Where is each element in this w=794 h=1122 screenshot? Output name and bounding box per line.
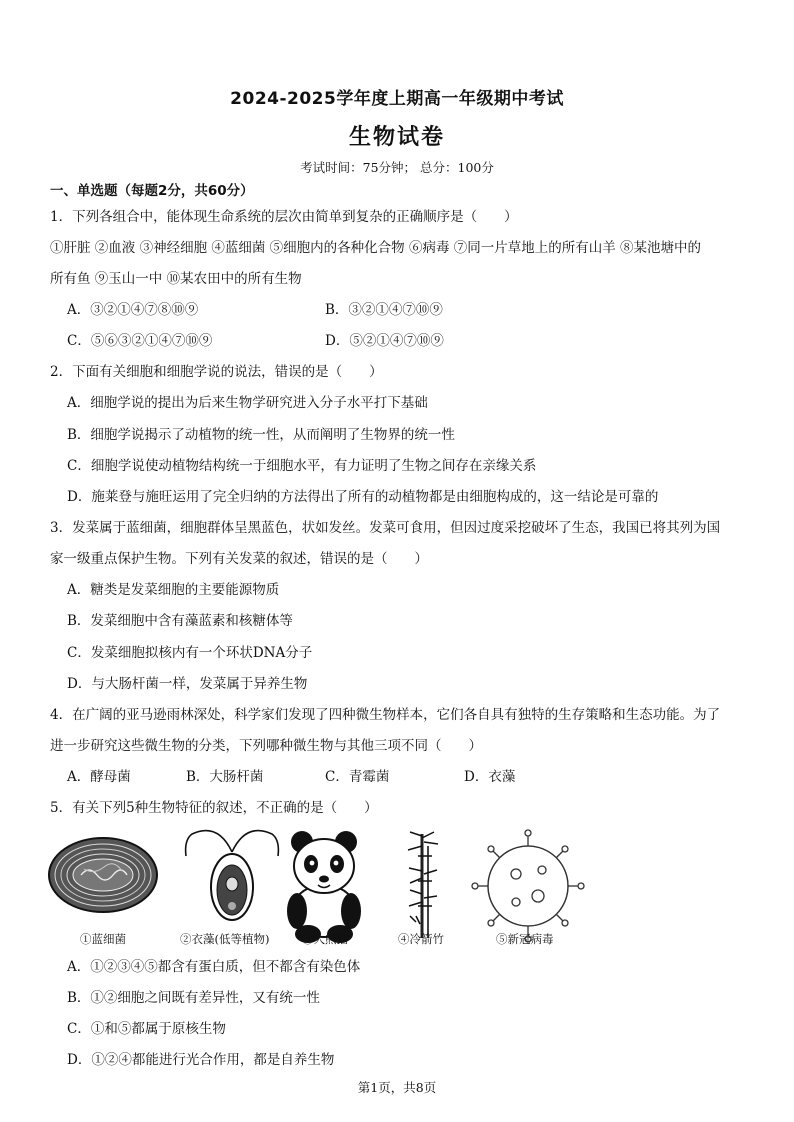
coronavirus-illustration bbox=[472, 830, 584, 942]
question-5-option-c: C．①和⑤都属于原核生物 bbox=[67, 1021, 226, 1037]
question-5-option-a: A．①②③④⑤都含有蛋白质，但不都含有染色体 bbox=[67, 959, 361, 975]
question-4-option-a: A．酵母菌 bbox=[67, 769, 131, 785]
question-3-option-a: A．糖类是发菜细胞的主要能源物质 bbox=[67, 582, 280, 598]
question-4-option-b: B．大肠杆菌 bbox=[186, 769, 264, 785]
caption-giant-panda: ③大熊猫 bbox=[302, 932, 348, 946]
question-4-option-d: D．衣藻 bbox=[464, 769, 516, 785]
question-5-stem: 5．有关下列5种生物特征的叙述，不正确的是（ ） bbox=[50, 800, 378, 816]
question-1-option-c: C．⑤⑥③②①④⑦⑩⑨ bbox=[67, 333, 213, 349]
question-1-option-d: D．⑤②①④⑦⑩⑨ bbox=[325, 333, 444, 349]
question-2-stem: 2．下面有关细胞和细胞学说的说法，错误的是（ ） bbox=[50, 364, 383, 380]
question-3-option-d: D．与大肠杆菌一样，发菜属于异养生物 bbox=[67, 676, 308, 692]
exam-title: 2024-2025学年度上期高一年级期中考试 bbox=[230, 89, 564, 109]
question-1-items-line-2: 所有鱼 ⑨玉山一中 ⑩某农田中的所有生物 bbox=[50, 271, 302, 287]
question-5-option-d: D．①②④都能进行光合作用，都是自养生物 bbox=[67, 1052, 335, 1068]
caption-coronavirus: ⑤新冠病毒 bbox=[496, 932, 554, 946]
organisms-figure bbox=[46, 826, 606, 948]
question-3-stem-line-2: 家一级重点保护生物。下列有关发菜的叙述，错误的是（ ） bbox=[50, 551, 428, 567]
section-heading: 一、单选题（每题2分，共60分） bbox=[50, 183, 254, 199]
question-2-option-d: D．施莱登与施旺运用了完全归纳的方法得出了所有的动植物都是由细胞构成的，这一结论是可靠的 bbox=[67, 489, 659, 505]
subject-title: 生物试卷 bbox=[348, 125, 445, 150]
question-1-stem: 1．下列各组合中，能体现生命系统的层次由简单到复杂的正确顺序是（ ） bbox=[50, 209, 518, 225]
question-5-option-b: B．①②细胞之间既有差异性，又有统一性 bbox=[67, 990, 320, 1006]
caption-chlamydomonas: ②衣藻(低等植物) bbox=[180, 932, 270, 946]
page-number: 第1页，共8页 bbox=[357, 1080, 437, 1095]
bamboo-illustration bbox=[408, 832, 438, 938]
cyanobacteria-illustration bbox=[49, 838, 157, 912]
question-1-option-a: A．③②①④⑦⑧⑩⑨ bbox=[67, 302, 199, 318]
chlamydomonas-illustration bbox=[186, 831, 279, 920]
question-4-stem-line-1: 4．在广阔的亚马逊雨林深处，科学家们发现了四种微生物样本，它们各自具有独特的生存策略和生态功能。为了 bbox=[50, 707, 721, 723]
question-2-option-b: B．细胞学说揭示了动植物的统一性，从而阐明了生物界的统一性 bbox=[67, 427, 455, 443]
question-3-stem-line-1: 3．发菜属于蓝细菌，细胞群体呈黑蓝色，状如发丝。发菜可食用，但因过度采挖破坏了生态，我国已将其列为国 bbox=[50, 520, 721, 536]
caption-cyanobacteria: ①蓝细菌 bbox=[80, 932, 126, 946]
question-1-items-line-1: ①肝脏 ②血液 ③神经细胞 ④蓝细菌 ⑤细胞内的各种化合物 ⑥病毒 ⑦同一片草地上的所有山羊 ⑧某池塘中的 bbox=[50, 240, 702, 256]
question-2-option-c: C．细胞学说使动植物结构统一于细胞水平，有力证明了生物之间存在亲缘关系 bbox=[67, 458, 537, 474]
question-4-stem-line-2: 进一步研究这些微生物的分类，下列哪种微生物与其他三项不同（ ） bbox=[50, 738, 482, 754]
exam-info: 考试时间：75分钟； 总分：100分 bbox=[300, 160, 494, 175]
caption-bamboo: ④冷箭竹 bbox=[398, 932, 444, 946]
question-4-option-c: C．青霉菌 bbox=[325, 769, 390, 785]
question-3-option-c: C．发菜细胞拟核内有一个环状DNA分子 bbox=[67, 645, 313, 661]
giant-panda-illustration bbox=[287, 831, 361, 943]
question-1-option-b: B．③②①④⑦⑩⑨ bbox=[325, 302, 443, 318]
question-3-option-b: B．发菜细胞中含有藻蓝素和核糖体等 bbox=[67, 613, 293, 629]
question-2-option-a: A．细胞学说的提出为后来生物学研究进入分子水平打下基础 bbox=[67, 395, 428, 411]
